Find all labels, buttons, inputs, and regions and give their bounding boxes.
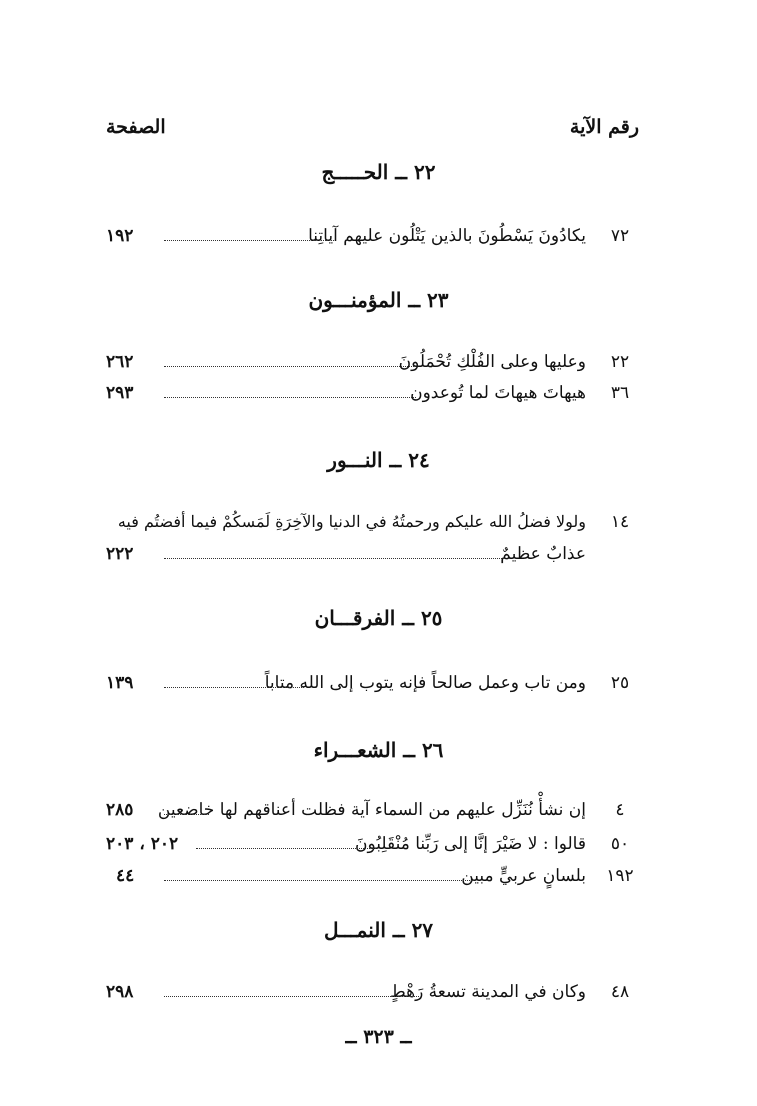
page-number: ٢٦٢ xyxy=(106,352,134,372)
page-column-header: الصفحة xyxy=(106,116,166,138)
leader-dots xyxy=(164,240,334,241)
leader-dots xyxy=(164,814,209,815)
index-entry xyxy=(106,383,634,411)
index-entry xyxy=(106,512,634,540)
page-number: ١٣٩ xyxy=(106,673,134,693)
index-entry xyxy=(106,673,634,701)
leader-dots xyxy=(196,848,376,849)
verse-text: يكادُونَ يَسْطُونَ بالذين يَتْلُون عليهم آياتِنا xyxy=(308,226,586,246)
page-footer-number: ــ ٣٢٣ ــ xyxy=(345,1026,412,1048)
leader-dots xyxy=(164,996,419,997)
surah-heading: ٢٦ ــ الشعـــراء xyxy=(313,738,444,762)
index-entry xyxy=(106,982,634,1010)
verse-number: ٣٦ xyxy=(610,383,630,403)
verse-number: ١٤ xyxy=(610,512,630,532)
page-number: ٢٨٥ xyxy=(106,800,134,820)
page-number: ٤٤ xyxy=(116,866,135,886)
leader-dots xyxy=(164,397,416,398)
page-number: ١٩٢ xyxy=(106,226,134,246)
verse-number: ١٩٢ xyxy=(606,866,634,886)
verse-number-column-header: رقم الآية xyxy=(569,116,639,138)
verse-number: ٢٢ xyxy=(610,352,630,372)
surah-heading: ٢٢ ــ الحـــــج xyxy=(321,160,436,184)
verse-text: إن نشأْ نُنَزِّل عليهم من السماء آية فظلت أعناقهم لها خاضعين xyxy=(157,800,586,820)
verse-text: هيهاتَ هيهاتَ لما تُوعدون xyxy=(410,383,586,403)
index-entry xyxy=(106,866,634,894)
surah-heading: ٢٣ ــ المؤمنـــون xyxy=(308,288,449,312)
index-entry xyxy=(106,226,634,254)
verse-number: ٥٠ xyxy=(610,834,630,854)
page-number: ٢٢٢ xyxy=(106,544,134,564)
leader-dots xyxy=(164,880,474,881)
index-entry xyxy=(106,800,634,828)
index-entry xyxy=(106,352,634,380)
verse-number: ٤٨ xyxy=(610,982,630,1002)
verse-text: وعليها وعلى الفُلْكِ تُحْمَلُونَ xyxy=(398,352,586,372)
verse-number: ٧٢ xyxy=(610,226,630,246)
verse-text: بلسانٍ عربيٍّ مبين xyxy=(461,866,586,886)
surah-heading: ٢٤ ــ النـــور xyxy=(327,448,430,472)
verse-text: وكان في المدينة تسعةُ رَهْطٍ xyxy=(389,982,586,1002)
index-entry xyxy=(106,834,634,862)
verse-text: عذابٌ عظيمٌ xyxy=(500,544,586,564)
verse-text: ولولا فضلُ الله عليكم ورحمتُهُ في الدنيا والآخِرَةِ لَمَسكُمْ فيما أفضتُم فيه xyxy=(117,512,586,531)
verse-text: ومن تاب وعمل صالحاً فإنه يتوب إلى الله متاباً xyxy=(264,673,586,693)
surah-heading: ٢٧ ــ النمـــل xyxy=(323,918,434,942)
leader-dots xyxy=(164,366,414,367)
verse-number: ٤ xyxy=(615,800,625,820)
leader-dots xyxy=(164,687,304,688)
verse-number: ٢٥ xyxy=(610,673,630,693)
page-number: ٢٩٨ xyxy=(106,982,134,1002)
verse-text: قالوا : لا ضَيْرَ إنَّا إلى رَبِّنا مُنْقَلِبُونَ xyxy=(354,834,586,854)
page-number: ٢٠٢ ، ٢٠٣ xyxy=(106,834,179,854)
index-entry-continuation xyxy=(106,544,634,572)
surah-heading: ٢٥ ــ الفرقـــان xyxy=(314,606,443,630)
page-number: ٢٩٣ xyxy=(106,383,134,403)
leader-dots xyxy=(164,558,504,559)
